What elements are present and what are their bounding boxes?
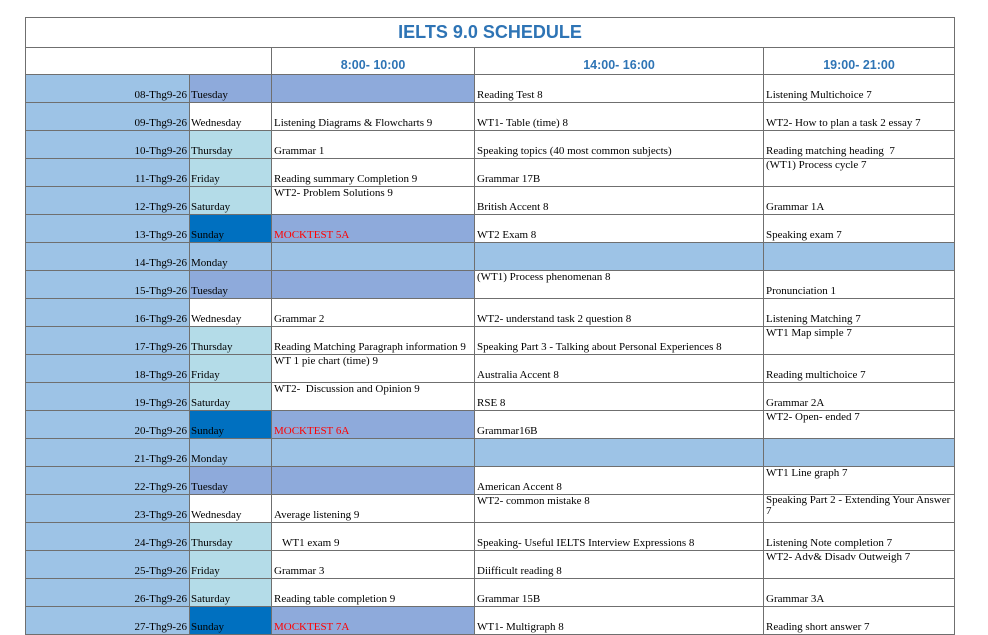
evening-cell: Speaking Part 2 - Extending Your Answer 7 bbox=[764, 495, 955, 523]
morning-cell: Listening Diagrams & Flowcharts 9 bbox=[272, 103, 475, 131]
morning-cell: MOCKTEST 5A bbox=[272, 215, 475, 243]
afternoon-cell: WT1- Multigraph 8 bbox=[475, 607, 764, 635]
day-cell: Sunday bbox=[190, 411, 272, 439]
header-evening: 19:00- 21:00 bbox=[764, 48, 955, 75]
schedule-row bbox=[26, 411, 955, 439]
morning-cell: Grammar 2 bbox=[272, 299, 475, 327]
day-cell: Friday bbox=[190, 551, 272, 579]
evening-cell: WT1 Line graph 7 bbox=[764, 467, 955, 495]
afternoon-cell: Grammar 17B bbox=[475, 159, 764, 187]
morning-cell: Reading Matching Paragraph information 9 bbox=[272, 327, 475, 355]
date-cell: 10-Thg9-26 bbox=[26, 131, 190, 159]
schedule-row bbox=[26, 299, 955, 327]
date-cell: 08-Thg9-26 bbox=[26, 75, 190, 103]
day-cell: Saturday bbox=[190, 383, 272, 411]
evening-cell: Listening Note completion 7 bbox=[764, 523, 955, 551]
evening-cell: Listening Matching 7 bbox=[764, 299, 955, 327]
schedule-row bbox=[26, 439, 955, 467]
evening-cell: Speaking exam 7 bbox=[764, 215, 955, 243]
evening-cell: WT1 Map simple 7 bbox=[764, 327, 955, 355]
date-cell: 25-Thg9-26 bbox=[26, 551, 190, 579]
afternoon-cell: WT2- common mistake 8 bbox=[475, 495, 764, 523]
day-cell: Monday bbox=[190, 439, 272, 467]
evening-cell: WT2- Adv& Disadv Outweigh 7 bbox=[764, 551, 955, 579]
afternoon-cell: WT1- Table (time) 8 bbox=[475, 103, 764, 131]
date-cell: 20-Thg9-26 bbox=[26, 411, 190, 439]
afternoon-cell: Grammar16B bbox=[475, 411, 764, 439]
date-cell: 13-Thg9-26 bbox=[26, 215, 190, 243]
schedule-row bbox=[26, 495, 955, 523]
header-blank bbox=[26, 48, 272, 75]
afternoon-cell: American Accent 8 bbox=[475, 467, 764, 495]
day-cell: Thursday bbox=[190, 523, 272, 551]
evening-cell: WT2- Open- ended 7 bbox=[764, 411, 955, 439]
date-cell: 11-Thg9-26 bbox=[26, 159, 190, 187]
date-cell: 09-Thg9-26 bbox=[26, 103, 190, 131]
day-cell: Wednesday bbox=[190, 495, 272, 523]
morning-cell bbox=[272, 271, 475, 299]
afternoon-cell: Speaking- Useful IELTS Interview Expressions 8 bbox=[475, 523, 764, 551]
schedule-row bbox=[26, 271, 955, 299]
schedule-row bbox=[26, 327, 955, 355]
afternoon-cell: (WT1) Process phenomenan 8 bbox=[475, 271, 764, 299]
date-cell: 14-Thg9-26 bbox=[26, 243, 190, 271]
schedule-row bbox=[26, 187, 955, 215]
schedule-row bbox=[26, 159, 955, 187]
evening-cell bbox=[764, 243, 955, 271]
day-cell: Sunday bbox=[190, 215, 272, 243]
day-cell: Tuesday bbox=[190, 467, 272, 495]
date-cell: 16-Thg9-26 bbox=[26, 299, 190, 327]
morning-cell bbox=[272, 439, 475, 467]
day-cell: Thursday bbox=[190, 327, 272, 355]
date-cell: 17-Thg9-26 bbox=[26, 327, 190, 355]
evening-cell: Grammar 2A bbox=[764, 383, 955, 411]
date-cell: 19-Thg9-26 bbox=[26, 383, 190, 411]
day-cell: Saturday bbox=[190, 187, 272, 215]
morning-cell bbox=[272, 243, 475, 271]
day-cell: Monday bbox=[190, 243, 272, 271]
date-cell: 23-Thg9-26 bbox=[26, 495, 190, 523]
evening-cell: Reading matching heading 7 bbox=[764, 131, 955, 159]
schedule-title: IELTS 9.0 SCHEDULE bbox=[26, 18, 955, 48]
schedule-row bbox=[26, 103, 955, 131]
day-cell: Tuesday bbox=[190, 75, 272, 103]
date-cell: 12-Thg9-26 bbox=[26, 187, 190, 215]
day-cell: Saturday bbox=[190, 579, 272, 607]
date-cell: 24-Thg9-26 bbox=[26, 523, 190, 551]
header-morning: 8:00- 10:00 bbox=[272, 48, 475, 75]
morning-cell: WT2- Problem Solutions 9 bbox=[272, 187, 475, 215]
morning-cell: Reading summary Completion 9 bbox=[272, 159, 475, 187]
evening-cell: Listening Multichoice 7 bbox=[764, 75, 955, 103]
schedule-row bbox=[26, 383, 955, 411]
date-cell: 21-Thg9-26 bbox=[26, 439, 190, 467]
afternoon-cell: WT2 Exam 8 bbox=[475, 215, 764, 243]
afternoon-cell: Speaking topics (40 most common subjects) bbox=[475, 131, 764, 159]
day-cell: Friday bbox=[190, 355, 272, 383]
morning-cell: Grammar 3 bbox=[272, 551, 475, 579]
evening-cell: Grammar 3A bbox=[764, 579, 955, 607]
afternoon-cell bbox=[475, 243, 764, 271]
afternoon-cell: Australia Accent 8 bbox=[475, 355, 764, 383]
morning-cell: Grammar 1 bbox=[272, 131, 475, 159]
afternoon-cell: WT2- understand task 2 question 8 bbox=[475, 299, 764, 327]
morning-cell bbox=[272, 75, 475, 103]
schedule-row bbox=[26, 579, 955, 607]
day-cell: Wednesday bbox=[190, 299, 272, 327]
morning-cell: MOCKTEST 7A bbox=[272, 607, 475, 635]
day-cell: Thursday bbox=[190, 131, 272, 159]
afternoon-cell: Speaking Part 3 - Talking about Personal Experiences 8 bbox=[475, 327, 764, 355]
schedule-row bbox=[26, 243, 955, 271]
date-cell: 26-Thg9-26 bbox=[26, 579, 190, 607]
evening-cell: WT2- How to plan a task 2 essay 7 bbox=[764, 103, 955, 131]
schedule-row bbox=[26, 75, 955, 103]
morning-cell: Reading table completion 9 bbox=[272, 579, 475, 607]
morning-cell: WT1 exam 9 bbox=[272, 523, 475, 551]
schedule-row bbox=[26, 355, 955, 383]
schedule-table bbox=[25, 17, 955, 635]
day-cell: Tuesday bbox=[190, 271, 272, 299]
morning-cell bbox=[272, 467, 475, 495]
evening-cell bbox=[764, 439, 955, 467]
evening-cell: Grammar 1A bbox=[764, 187, 955, 215]
schedule-row bbox=[26, 551, 955, 579]
evening-cell: Reading short answer 7 bbox=[764, 607, 955, 635]
afternoon-cell: Reading Test 8 bbox=[475, 75, 764, 103]
day-cell: Sunday bbox=[190, 607, 272, 635]
date-cell: 18-Thg9-26 bbox=[26, 355, 190, 383]
schedule-row bbox=[26, 467, 955, 495]
day-cell: Friday bbox=[190, 159, 272, 187]
evening-cell: Pronunciation 1 bbox=[764, 271, 955, 299]
date-cell: 27-Thg9-26 bbox=[26, 607, 190, 635]
morning-cell: WT 1 pie chart (time) 9 bbox=[272, 355, 475, 383]
morning-cell: WT2- Discussion and Opinion 9 bbox=[272, 383, 475, 411]
date-cell: 22-Thg9-26 bbox=[26, 467, 190, 495]
schedule-row bbox=[26, 607, 955, 635]
header-afternoon: 14:00- 16:00 bbox=[475, 48, 764, 75]
afternoon-cell: British Accent 8 bbox=[475, 187, 764, 215]
morning-cell: Average listening 9 bbox=[272, 495, 475, 523]
evening-cell: (WT1) Process cycle 7 bbox=[764, 159, 955, 187]
afternoon-cell bbox=[475, 439, 764, 467]
afternoon-cell: Diifficult reading 8 bbox=[475, 551, 764, 579]
schedule-row bbox=[26, 131, 955, 159]
day-cell: Wednesday bbox=[190, 103, 272, 131]
schedule-row bbox=[26, 215, 955, 243]
afternoon-cell: Grammar 15B bbox=[475, 579, 764, 607]
evening-cell: Reading multichoice 7 bbox=[764, 355, 955, 383]
afternoon-cell: RSE 8 bbox=[475, 383, 764, 411]
schedule-row bbox=[26, 523, 955, 551]
morning-cell: MOCKTEST 6A bbox=[272, 411, 475, 439]
date-cell: 15-Thg9-26 bbox=[26, 271, 190, 299]
